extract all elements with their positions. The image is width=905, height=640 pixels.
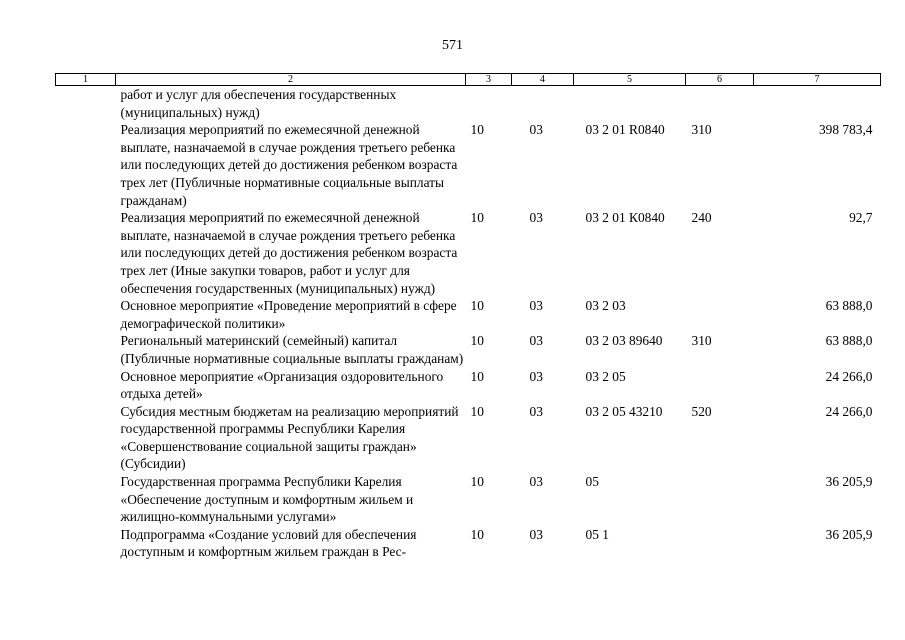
row-target-article bbox=[574, 86, 686, 122]
row-target-article: 03 2 01 К0840 bbox=[585, 210, 665, 226]
row-subsection: 03 bbox=[529, 210, 543, 226]
row-subsection: 03 bbox=[529, 298, 543, 314]
table-row bbox=[56, 368, 881, 403]
row-name: Субсидия местным бюджетам на реализацию мероприятий государственной программы Республики Карелия «Совершенствование социальной защиты граждан» (Субсидии) bbox=[120, 403, 459, 472]
row-expense-type bbox=[686, 297, 754, 332]
row-number-cell bbox=[56, 473, 116, 526]
table-row bbox=[56, 86, 881, 122]
row-amount: 63 888,0 bbox=[825, 298, 873, 314]
table-row bbox=[56, 121, 881, 209]
row-section: 10 bbox=[470, 210, 484, 226]
column-header-3: 3 bbox=[466, 74, 512, 86]
column-header-1: 1 bbox=[56, 74, 116, 86]
row-section: 10 bbox=[470, 298, 484, 314]
row-expense-type bbox=[686, 368, 754, 403]
row-amount: 92,7 bbox=[849, 210, 873, 226]
column-header-5: 5 bbox=[574, 74, 686, 86]
row-section: 10 bbox=[470, 526, 484, 542]
row-subsection: 03 bbox=[529, 368, 543, 384]
column-number-row bbox=[56, 74, 881, 86]
row-amount: 36 205,9 bbox=[825, 526, 873, 542]
row-number-cell bbox=[56, 86, 116, 122]
row-number-cell bbox=[56, 121, 116, 209]
row-name: Государственная программа Республики Карелия «Обеспечение доступным и комфортным жильем и жилищно-коммунальными услугами» bbox=[120, 474, 414, 525]
row-expense-type: 240 bbox=[691, 210, 712, 226]
table-row bbox=[56, 526, 881, 561]
row-number-cell bbox=[56, 297, 116, 332]
row-section: 10 bbox=[470, 403, 484, 419]
row-subsection bbox=[512, 86, 574, 122]
row-target-article: 03 2 03 89640 bbox=[585, 333, 663, 349]
row-target-article: 05 1 bbox=[585, 526, 609, 542]
row-amount: 63 888,0 bbox=[825, 333, 873, 349]
column-header-6: 6 bbox=[686, 74, 754, 86]
row-number-cell bbox=[56, 526, 116, 561]
row-section: 10 bbox=[470, 368, 484, 384]
row-section: 10 bbox=[470, 333, 484, 349]
row-expense-type bbox=[686, 473, 754, 526]
row-subsection: 03 bbox=[529, 526, 543, 542]
row-name: Реализация мероприятий по ежемесячной денежной выплате, назначаемой в случае рождения третьего ребенка или последующих детей до достижения ребенком возраста трех лет (Публичные нормативные социальные выплаты гражданам) bbox=[120, 122, 458, 208]
row-amount: 24 266,0 bbox=[825, 403, 873, 419]
row-expense-type bbox=[686, 526, 754, 561]
table-row bbox=[56, 209, 881, 297]
row-subsection: 03 bbox=[529, 333, 543, 349]
row-target-article: 05 bbox=[585, 474, 599, 490]
column-header-2: 2 bbox=[116, 74, 466, 86]
row-number-cell bbox=[56, 209, 116, 297]
row-name: Подпрограмма «Создание условий для обеспечения доступным и комфортным жильем граждан в Рес- bbox=[120, 526, 417, 560]
budget-table bbox=[55, 73, 881, 561]
row-expense-type bbox=[686, 86, 754, 122]
row-name: работ и услуг для обеспечения государственных (муниципальных) нужд) bbox=[120, 87, 397, 120]
row-subsection: 03 bbox=[529, 122, 543, 138]
row-name: Реализация мероприятий по ежемесячной денежной выплате, назначаемой в случае рождения третьего ребенка или последующих детей до достижения ребенком возраста трех лет (Иные закупки товаров, работ и услуг для обеспечения государственных (муниципальных) нужд) bbox=[120, 210, 458, 296]
row-target-article: 03 2 03 bbox=[585, 298, 626, 314]
row-expense-type: 310 bbox=[691, 333, 712, 349]
row-subsection: 03 bbox=[529, 403, 543, 419]
table-row bbox=[56, 473, 881, 526]
row-section bbox=[466, 86, 512, 122]
row-expense-type: 520 bbox=[691, 403, 712, 419]
row-name: Основное мероприятие «Организация оздоровительного отдыха детей» bbox=[120, 368, 444, 402]
row-subsection: 03 bbox=[529, 474, 543, 490]
page-number: 571 bbox=[442, 38, 463, 53]
row-name: Основное мероприятие «Проведение мероприятий в сфере демографической политики» bbox=[120, 298, 457, 331]
column-header-4: 4 bbox=[512, 74, 574, 86]
row-expense-type: 310 bbox=[691, 122, 712, 138]
row-target-article: 03 2 01 R0840 bbox=[585, 122, 665, 138]
row-number-cell bbox=[56, 403, 116, 473]
row-number-cell bbox=[56, 368, 116, 403]
row-target-article: 03 2 05 43210 bbox=[585, 403, 663, 419]
table-row bbox=[56, 297, 881, 332]
row-name: Региональный материнский (семейный) капитал (Публичные нормативные социальные выплаты гражданам) bbox=[120, 333, 464, 366]
row-amount: 24 266,0 bbox=[825, 368, 873, 384]
row-amount bbox=[754, 86, 881, 122]
row-target-article: 03 2 05 bbox=[585, 368, 626, 384]
column-header-7: 7 bbox=[754, 74, 881, 86]
row-section: 10 bbox=[470, 474, 484, 490]
table-row bbox=[56, 332, 881, 367]
row-amount: 36 205,9 bbox=[825, 474, 873, 490]
table-row bbox=[56, 403, 881, 473]
row-number-cell bbox=[56, 332, 116, 367]
row-section: 10 bbox=[470, 122, 484, 138]
row-amount: 398 783,4 bbox=[818, 122, 873, 138]
